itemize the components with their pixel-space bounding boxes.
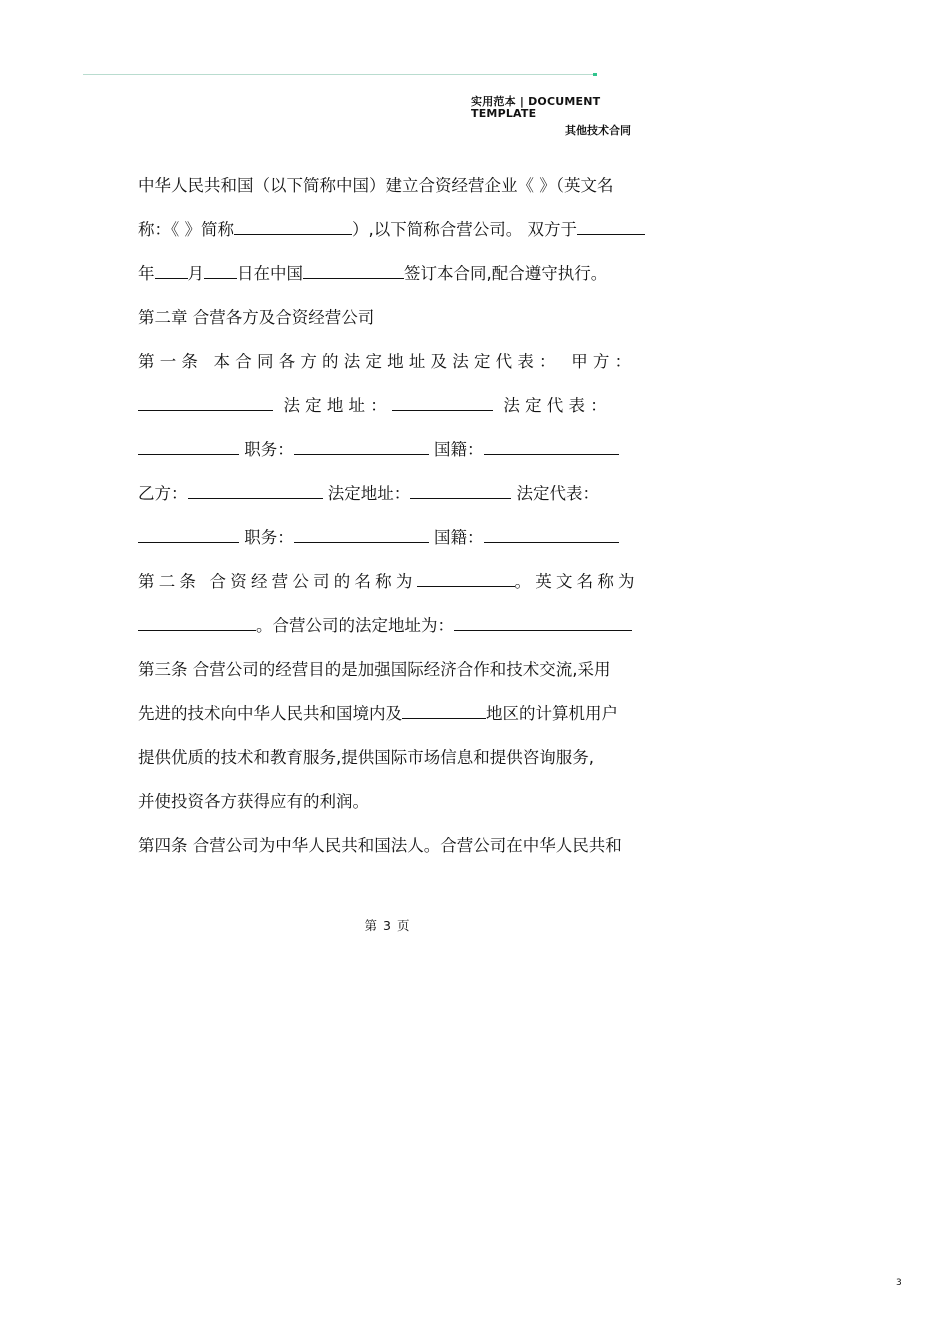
text-segment: 地区的计算机用户 xyxy=(486,704,618,723)
blank-field xyxy=(294,524,429,543)
text-segment: 法定代表： xyxy=(516,484,599,503)
blank-field xyxy=(234,216,352,235)
text-segment: 法定代表： xyxy=(503,396,612,415)
blank-field xyxy=(484,524,619,543)
blank-field xyxy=(392,392,493,411)
text-segment: ）,以下简称合营公司。 双方于 xyxy=(352,220,577,239)
text-segment: 国籍： xyxy=(434,440,484,459)
chapter-heading xyxy=(138,296,653,340)
body-line xyxy=(138,384,653,428)
header-category: 其他技术合同 xyxy=(565,124,631,137)
text-segment: 称：《 》简称 xyxy=(138,220,234,239)
body-line xyxy=(138,780,653,824)
text-segment: 法定地址： xyxy=(327,484,411,503)
blank-field xyxy=(155,260,188,279)
blank-field xyxy=(417,568,515,587)
blank-field xyxy=(577,216,645,235)
body-line xyxy=(138,208,653,252)
blank-field xyxy=(138,612,256,631)
text-segment: 年 xyxy=(138,264,155,283)
text-segment: 第二条 合资经营公司的名称为 xyxy=(138,572,417,591)
corner-page-number: 3 xyxy=(896,1278,902,1288)
text-segment: 提供优质的技术和教育服务,提供国际市场信息和提供咨询服务, xyxy=(138,748,594,767)
text-segment: 。英文名称为 xyxy=(514,572,639,591)
body-line xyxy=(138,604,653,648)
text-segment: 月 xyxy=(187,264,204,283)
article-3 xyxy=(138,648,653,692)
blank-field xyxy=(138,436,239,455)
article-2 xyxy=(138,560,653,604)
blank-field xyxy=(138,392,273,411)
blank-field xyxy=(303,260,404,279)
contract-body xyxy=(138,164,653,868)
text-segment: 日在中国 xyxy=(237,264,303,283)
article-1 xyxy=(138,340,653,384)
text-segment: 职务： xyxy=(244,440,294,459)
text-segment: 并使投资各方获得应有的利润。 xyxy=(138,792,369,811)
text-segment: 第三条 合营公司的经营目的是加强国际经济合作和技术交流,采用 xyxy=(138,660,611,679)
text-segment: 乙方： xyxy=(138,484,188,503)
text-segment: 签订本合同,配合遵守执行。 xyxy=(404,264,608,283)
text-segment: 先进的技术向中华人民共和国境内及 xyxy=(138,704,402,723)
text-segment: 第二章 合营各方及合资经营公司 xyxy=(138,308,375,327)
text-segment: 国籍： xyxy=(434,528,484,547)
text-segment: 法定地址： xyxy=(283,396,392,415)
body-line xyxy=(138,164,653,208)
text-segment: 。合营公司的法定地址为： xyxy=(256,616,454,635)
blank-field xyxy=(410,480,511,499)
body-line xyxy=(138,472,653,516)
blank-field xyxy=(294,436,429,455)
text-segment: 职务： xyxy=(244,528,294,547)
body-line xyxy=(138,692,653,736)
blank-field xyxy=(204,260,237,279)
blank-field xyxy=(188,480,323,499)
article-4 xyxy=(138,824,653,868)
blank-field xyxy=(484,436,619,455)
blank-field xyxy=(402,700,486,719)
body-line xyxy=(138,516,653,560)
header-rule xyxy=(83,74,595,75)
blank-field xyxy=(138,524,239,543)
body-line xyxy=(138,252,653,296)
page-number-label: 第 3 页 xyxy=(364,918,411,933)
header-brand: 实用范本 | DOCUMENT TEMPLATE xyxy=(471,95,601,120)
body-line xyxy=(138,428,653,472)
text-segment: 第四条 合营公司为中华人民共和国法人。合营公司在中华人民共和 xyxy=(138,836,622,855)
text-segment: 中华人民共和国（以下简称中国）建立合资经营企业《 》（英文名 xyxy=(138,176,614,195)
body-line xyxy=(138,736,653,780)
text-segment: 第一条 本合同各方的法定地址及法定代表： 甲方： xyxy=(138,352,637,371)
blank-field xyxy=(454,612,632,631)
